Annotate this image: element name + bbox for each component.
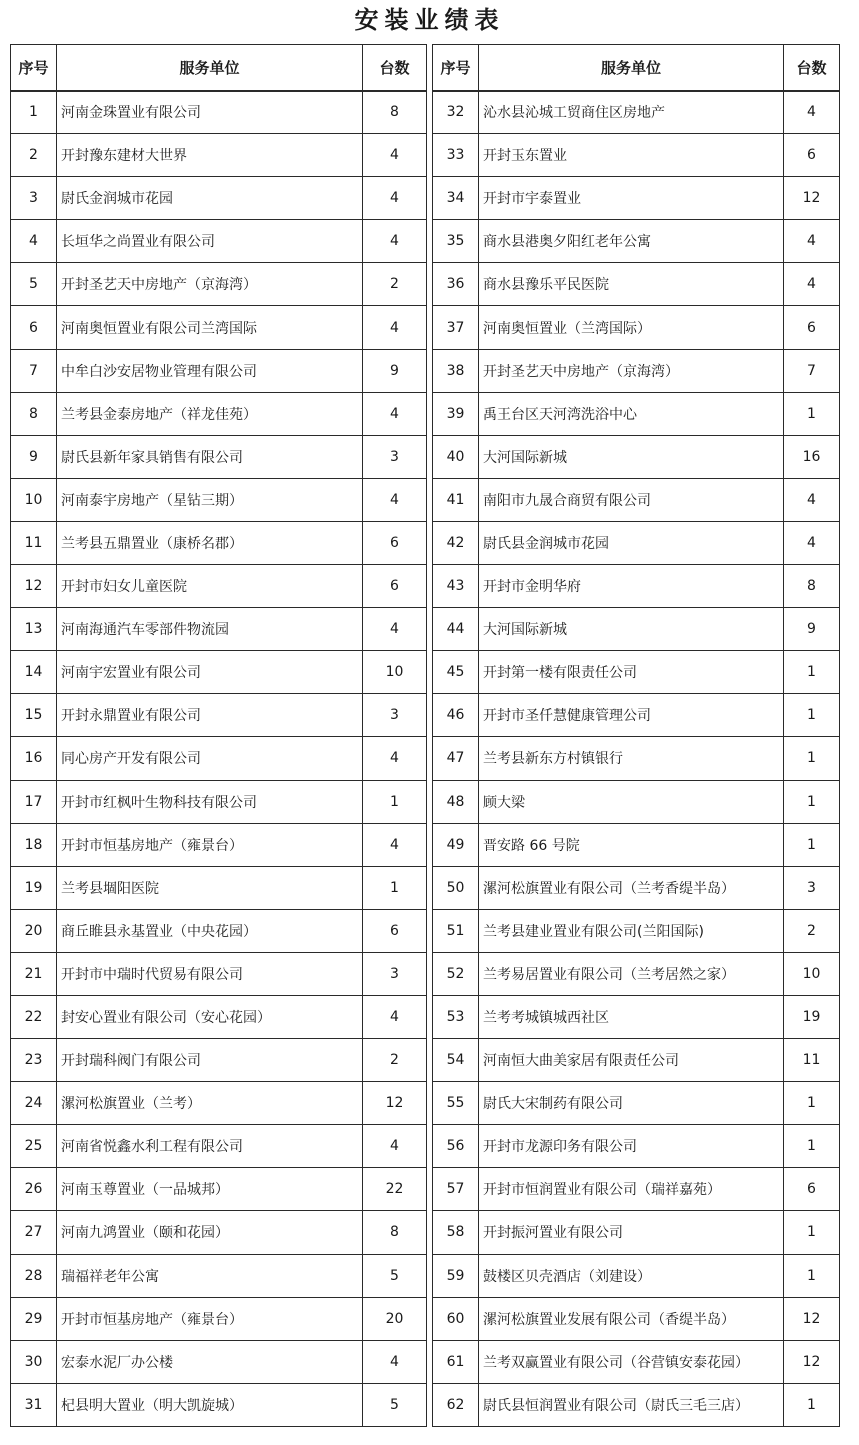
cell-no: 3 [11,177,57,220]
cell-no: 61 [433,1340,479,1383]
cell-unit: 尉氏县恒润置业有限公司（尉氏三毛三店） [479,1383,784,1426]
table-row [11,608,427,651]
table-row [433,866,840,909]
cell-no: 53 [433,995,479,1038]
table-row [11,737,427,780]
cell-unit: 兰考县新东方村镇银行 [479,737,784,780]
table-row [433,478,840,521]
table-row [433,608,840,651]
table-row [11,134,427,177]
cell-no: 52 [433,952,479,995]
table-row [11,995,427,1038]
cell-unit: 尉氏金润城市花园 [57,177,363,220]
cell-qty: 2 [363,263,427,306]
table-row [433,392,840,435]
cell-qty: 7 [784,349,840,392]
table-row [433,1039,840,1082]
cell-qty: 4 [784,478,840,521]
table-row [11,349,427,392]
cell-no: 49 [433,823,479,866]
cell-unit: 商水县豫乐平民医院 [479,263,784,306]
cell-qty: 12 [784,177,840,220]
table-row [11,823,427,866]
table-row [433,220,840,263]
cell-unit: 开封市中瑞时代贸易有限公司 [57,952,363,995]
cell-qty: 4 [784,521,840,564]
cell-no: 59 [433,1254,479,1297]
cell-unit: 开封市金明华府 [479,565,784,608]
cell-qty: 2 [784,909,840,952]
cell-qty: 4 [363,823,427,866]
cell-unit: 河南奥恒置业有限公司兰湾国际 [57,306,363,349]
cell-unit: 尉氏大宋制药有限公司 [479,1082,784,1125]
cell-qty: 1 [784,823,840,866]
table-row [11,435,427,478]
cell-unit: 杞县明大置业（明大凯旋城） [57,1383,363,1426]
cell-unit: 开封振河置业有限公司 [479,1211,784,1254]
cell-no: 1 [11,91,57,134]
cell-no: 54 [433,1039,479,1082]
table-row [433,134,840,177]
table-row [433,823,840,866]
cell-qty: 4 [363,995,427,1038]
cell-qty: 1 [784,1082,840,1125]
table-row [11,1383,427,1426]
table-row [433,1254,840,1297]
cell-qty: 10 [363,651,427,694]
cell-no: 2 [11,134,57,177]
cell-no: 42 [433,521,479,564]
table-row [433,565,840,608]
cell-qty: 1 [784,1211,840,1254]
cell-unit: 开封市圣仟慧健康管理公司 [479,694,784,737]
cell-qty: 1 [363,780,427,823]
table-row [433,1340,840,1383]
cell-qty: 1 [784,1254,840,1297]
cell-unit: 开封市龙源印务有限公司 [479,1125,784,1168]
cell-no: 56 [433,1125,479,1168]
cell-qty: 3 [363,694,427,737]
cell-no: 35 [433,220,479,263]
table-row [11,565,427,608]
cell-no: 40 [433,435,479,478]
cell-qty: 4 [784,263,840,306]
cell-no: 9 [11,435,57,478]
cell-unit: 河南玉尊置业（一品城邦） [57,1168,363,1211]
cell-no: 15 [11,694,57,737]
cell-no: 7 [11,349,57,392]
header-no: 序号 [11,45,57,91]
cell-qty: 4 [363,1125,427,1168]
cell-unit: 商水县港奥夕阳红老年公寓 [479,220,784,263]
cell-no: 23 [11,1039,57,1082]
cell-unit: 河南海通汽车零部件物流园 [57,608,363,651]
cell-qty: 1 [784,737,840,780]
cell-unit: 河南省悦鑫水利工程有限公司 [57,1125,363,1168]
cell-qty: 3 [784,866,840,909]
cell-no: 6 [11,306,57,349]
cell-unit: 河南金珠置业有限公司 [57,91,363,134]
page-title: 安装业绩表 [354,5,505,34]
cell-qty: 4 [784,91,840,134]
cell-unit: 兰考考城镇城西社区 [479,995,784,1038]
cell-no: 14 [11,651,57,694]
cell-no: 50 [433,866,479,909]
cell-unit: 鼓楼区贝壳酒店（刘建设） [479,1254,784,1297]
table-row [433,521,840,564]
cell-unit: 大河国际新城 [479,435,784,478]
table-row [433,91,840,134]
cell-no: 27 [11,1211,57,1254]
cell-qty: 1 [784,392,840,435]
cell-qty: 3 [363,435,427,478]
cell-unit: 开封玉东置业 [479,134,784,177]
cell-no: 24 [11,1082,57,1125]
cell-no: 38 [433,349,479,392]
cell-unit: 开封市宇泰置业 [479,177,784,220]
header-no: 序号 [433,45,479,91]
table-row [433,1383,840,1426]
cell-no: 29 [11,1297,57,1340]
cell-no: 28 [11,1254,57,1297]
cell-no: 8 [11,392,57,435]
cell-no: 33 [433,134,479,177]
table-row [11,909,427,952]
cell-qty: 4 [363,392,427,435]
table-row [433,349,840,392]
cell-no: 10 [11,478,57,521]
cell-qty: 6 [363,565,427,608]
cell-qty: 11 [784,1039,840,1082]
cell-no: 39 [433,392,479,435]
performance-table-left [10,44,427,1427]
cell-unit: 同心房产开发有限公司 [57,737,363,780]
cell-unit: 河南泰宇房地产（星钻三期） [57,478,363,521]
cell-no: 60 [433,1297,479,1340]
table-row [433,435,840,478]
table-row [433,694,840,737]
cell-qty: 4 [363,478,427,521]
cell-qty: 22 [363,1168,427,1211]
cell-unit: 河南奥恒置业（兰湾国际） [479,306,784,349]
table-row [433,780,840,823]
cell-qty: 12 [784,1297,840,1340]
cell-unit: 漯河松旗置业（兰考） [57,1082,363,1125]
table-row [11,478,427,521]
cell-no: 37 [433,306,479,349]
table-row [433,737,840,780]
table-row [433,263,840,306]
cell-unit: 兰考双赢置业有限公司（谷营镇安泰花园） [479,1340,784,1383]
cell-unit: 长垣华之尚置业有限公司 [57,220,363,263]
cell-no: 44 [433,608,479,651]
cell-unit: 开封圣艺天中房地产（京海湾） [479,349,784,392]
cell-qty: 4 [363,737,427,780]
cell-no: 34 [433,177,479,220]
cell-no: 36 [433,263,479,306]
table-row [433,1297,840,1340]
cell-unit: 兰考县堌阳医院 [57,866,363,909]
performance-table-right [432,44,840,1427]
cell-no: 22 [11,995,57,1038]
table-row [433,306,840,349]
cell-no: 43 [433,565,479,608]
cell-unit: 兰考县金泰房地产（祥龙佳苑） [57,392,363,435]
cell-qty: 4 [363,134,427,177]
cell-no: 45 [433,651,479,694]
table-row [11,521,427,564]
cell-unit: 禹王台区天河湾洗浴中心 [479,392,784,435]
header-qty: 台数 [784,45,840,91]
cell-unit: 开封豫东建材大世界 [57,134,363,177]
table-row [11,1254,427,1297]
cell-unit: 开封市红枫叶生物科技有限公司 [57,780,363,823]
cell-unit: 顾大梁 [479,780,784,823]
cell-qty: 1 [784,1125,840,1168]
cell-no: 62 [433,1383,479,1426]
table-row [433,651,840,694]
cell-qty: 4 [363,608,427,651]
table-row [11,1082,427,1125]
table-row [11,392,427,435]
table-row [11,1039,427,1082]
table-row [11,1340,427,1383]
table-row [11,263,427,306]
table-row [433,1211,840,1254]
table-row [433,909,840,952]
cell-no: 19 [11,866,57,909]
cell-qty: 4 [363,306,427,349]
cell-qty: 1 [784,1383,840,1426]
cell-unit: 沁水县沁城工贸商住区房地产 [479,91,784,134]
cell-no: 41 [433,478,479,521]
table-row [11,306,427,349]
cell-no: 58 [433,1211,479,1254]
cell-no: 16 [11,737,57,780]
table-row [11,1125,427,1168]
table-row [433,995,840,1038]
cell-unit: 开封永鼎置业有限公司 [57,694,363,737]
cell-unit: 开封市恒润置业有限公司（瑞祥嘉苑） [479,1168,784,1211]
table-row [433,1082,840,1125]
cell-unit: 尉氏县新年家具销售有限公司 [57,435,363,478]
cell-no: 21 [11,952,57,995]
cell-qty: 10 [784,952,840,995]
cell-unit: 开封圣艺天中房地产（京海湾） [57,263,363,306]
table-row [11,866,427,909]
cell-qty: 19 [784,995,840,1038]
cell-qty: 5 [363,1383,427,1426]
cell-unit: 开封市恒基房地产（雍景台） [57,823,363,866]
cell-no: 20 [11,909,57,952]
table-row [11,694,427,737]
cell-qty: 12 [363,1082,427,1125]
cell-qty: 8 [363,91,427,134]
cell-unit: 商丘睢县永基置业（中央花园） [57,909,363,952]
cell-no: 47 [433,737,479,780]
cell-qty: 16 [784,435,840,478]
cell-no: 48 [433,780,479,823]
table-row [11,780,427,823]
table-row [433,1125,840,1168]
cell-qty: 6 [363,521,427,564]
table-row [11,1168,427,1211]
cell-qty: 9 [784,608,840,651]
table-row [11,952,427,995]
table-row [433,177,840,220]
header-unit: 服务单位 [479,45,784,91]
cell-qty: 6 [784,306,840,349]
table-row [433,952,840,995]
cell-unit: 河南宇宏置业有限公司 [57,651,363,694]
table-row [11,220,427,263]
cell-qty: 20 [363,1297,427,1340]
cell-unit: 宏泰水泥厂办公楼 [57,1340,363,1383]
cell-no: 30 [11,1340,57,1383]
table-row [11,1297,427,1340]
cell-qty: 12 [784,1340,840,1383]
cell-unit: 漯河松旗置业有限公司（兰考香缇半岛） [479,866,784,909]
table-row [11,177,427,220]
cell-qty: 1 [363,866,427,909]
cell-no: 32 [433,91,479,134]
cell-unit: 尉氏县金润城市花园 [479,521,784,564]
cell-qty: 6 [784,1168,840,1211]
cell-no: 26 [11,1168,57,1211]
cell-qty: 4 [784,220,840,263]
cell-no: 13 [11,608,57,651]
cell-unit: 开封市妇女儿童医院 [57,565,363,608]
cell-qty: 6 [784,134,840,177]
cell-no: 4 [11,220,57,263]
cell-no: 18 [11,823,57,866]
cell-qty: 8 [363,1211,427,1254]
cell-no: 55 [433,1082,479,1125]
cell-no: 51 [433,909,479,952]
cell-qty: 5 [363,1254,427,1297]
cell-unit: 南阳市九晟合商贸有限公司 [479,478,784,521]
table-row [11,1211,427,1254]
cell-qty: 4 [363,177,427,220]
cell-no: 46 [433,694,479,737]
table-row [11,91,427,134]
cell-no: 11 [11,521,57,564]
cell-unit: 中牟白沙安居物业管理有限公司 [57,349,363,392]
cell-qty: 3 [363,952,427,995]
table-header-row [11,45,427,91]
cell-qty: 2 [363,1039,427,1082]
cell-unit: 封安心置业有限公司（安心花园） [57,995,363,1038]
header-unit: 服务单位 [57,45,363,91]
cell-unit: 河南九鸿置业（颐和花园） [57,1211,363,1254]
cell-qty: 6 [363,909,427,952]
cell-qty: 9 [363,349,427,392]
cell-qty: 4 [363,1340,427,1383]
cell-qty: 4 [363,220,427,263]
cell-unit: 晋安路 66 号院 [479,823,784,866]
cell-unit: 开封市恒基房地产（雍景台） [57,1297,363,1340]
cell-unit: 河南恒大曲美家居有限责任公司 [479,1039,784,1082]
cell-qty: 1 [784,780,840,823]
cell-no: 12 [11,565,57,608]
table-row [433,1168,840,1211]
header-qty: 台数 [363,45,427,91]
cell-unit: 兰考县建业置业有限公司(兰阳国际) [479,909,784,952]
table-row [11,651,427,694]
cell-qty: 8 [784,565,840,608]
cell-qty: 1 [784,694,840,737]
cell-no: 31 [11,1383,57,1426]
cell-unit: 漯河松旗置业发展有限公司（香缇半岛） [479,1297,784,1340]
cell-unit: 开封瑞科阀门有限公司 [57,1039,363,1082]
table-header-row [433,45,840,91]
cell-no: 57 [433,1168,479,1211]
cell-unit: 瑞福祥老年公寓 [57,1254,363,1297]
cell-qty: 1 [784,651,840,694]
cell-no: 25 [11,1125,57,1168]
cell-unit: 兰考易居置业有限公司（兰考居然之家） [479,952,784,995]
cell-no: 17 [11,780,57,823]
cell-unit: 兰考县五鼎置业（康桥名郡） [57,521,363,564]
cell-unit: 大河国际新城 [479,608,784,651]
cell-no: 5 [11,263,57,306]
cell-unit: 开封第一楼有限责任公司 [479,651,784,694]
